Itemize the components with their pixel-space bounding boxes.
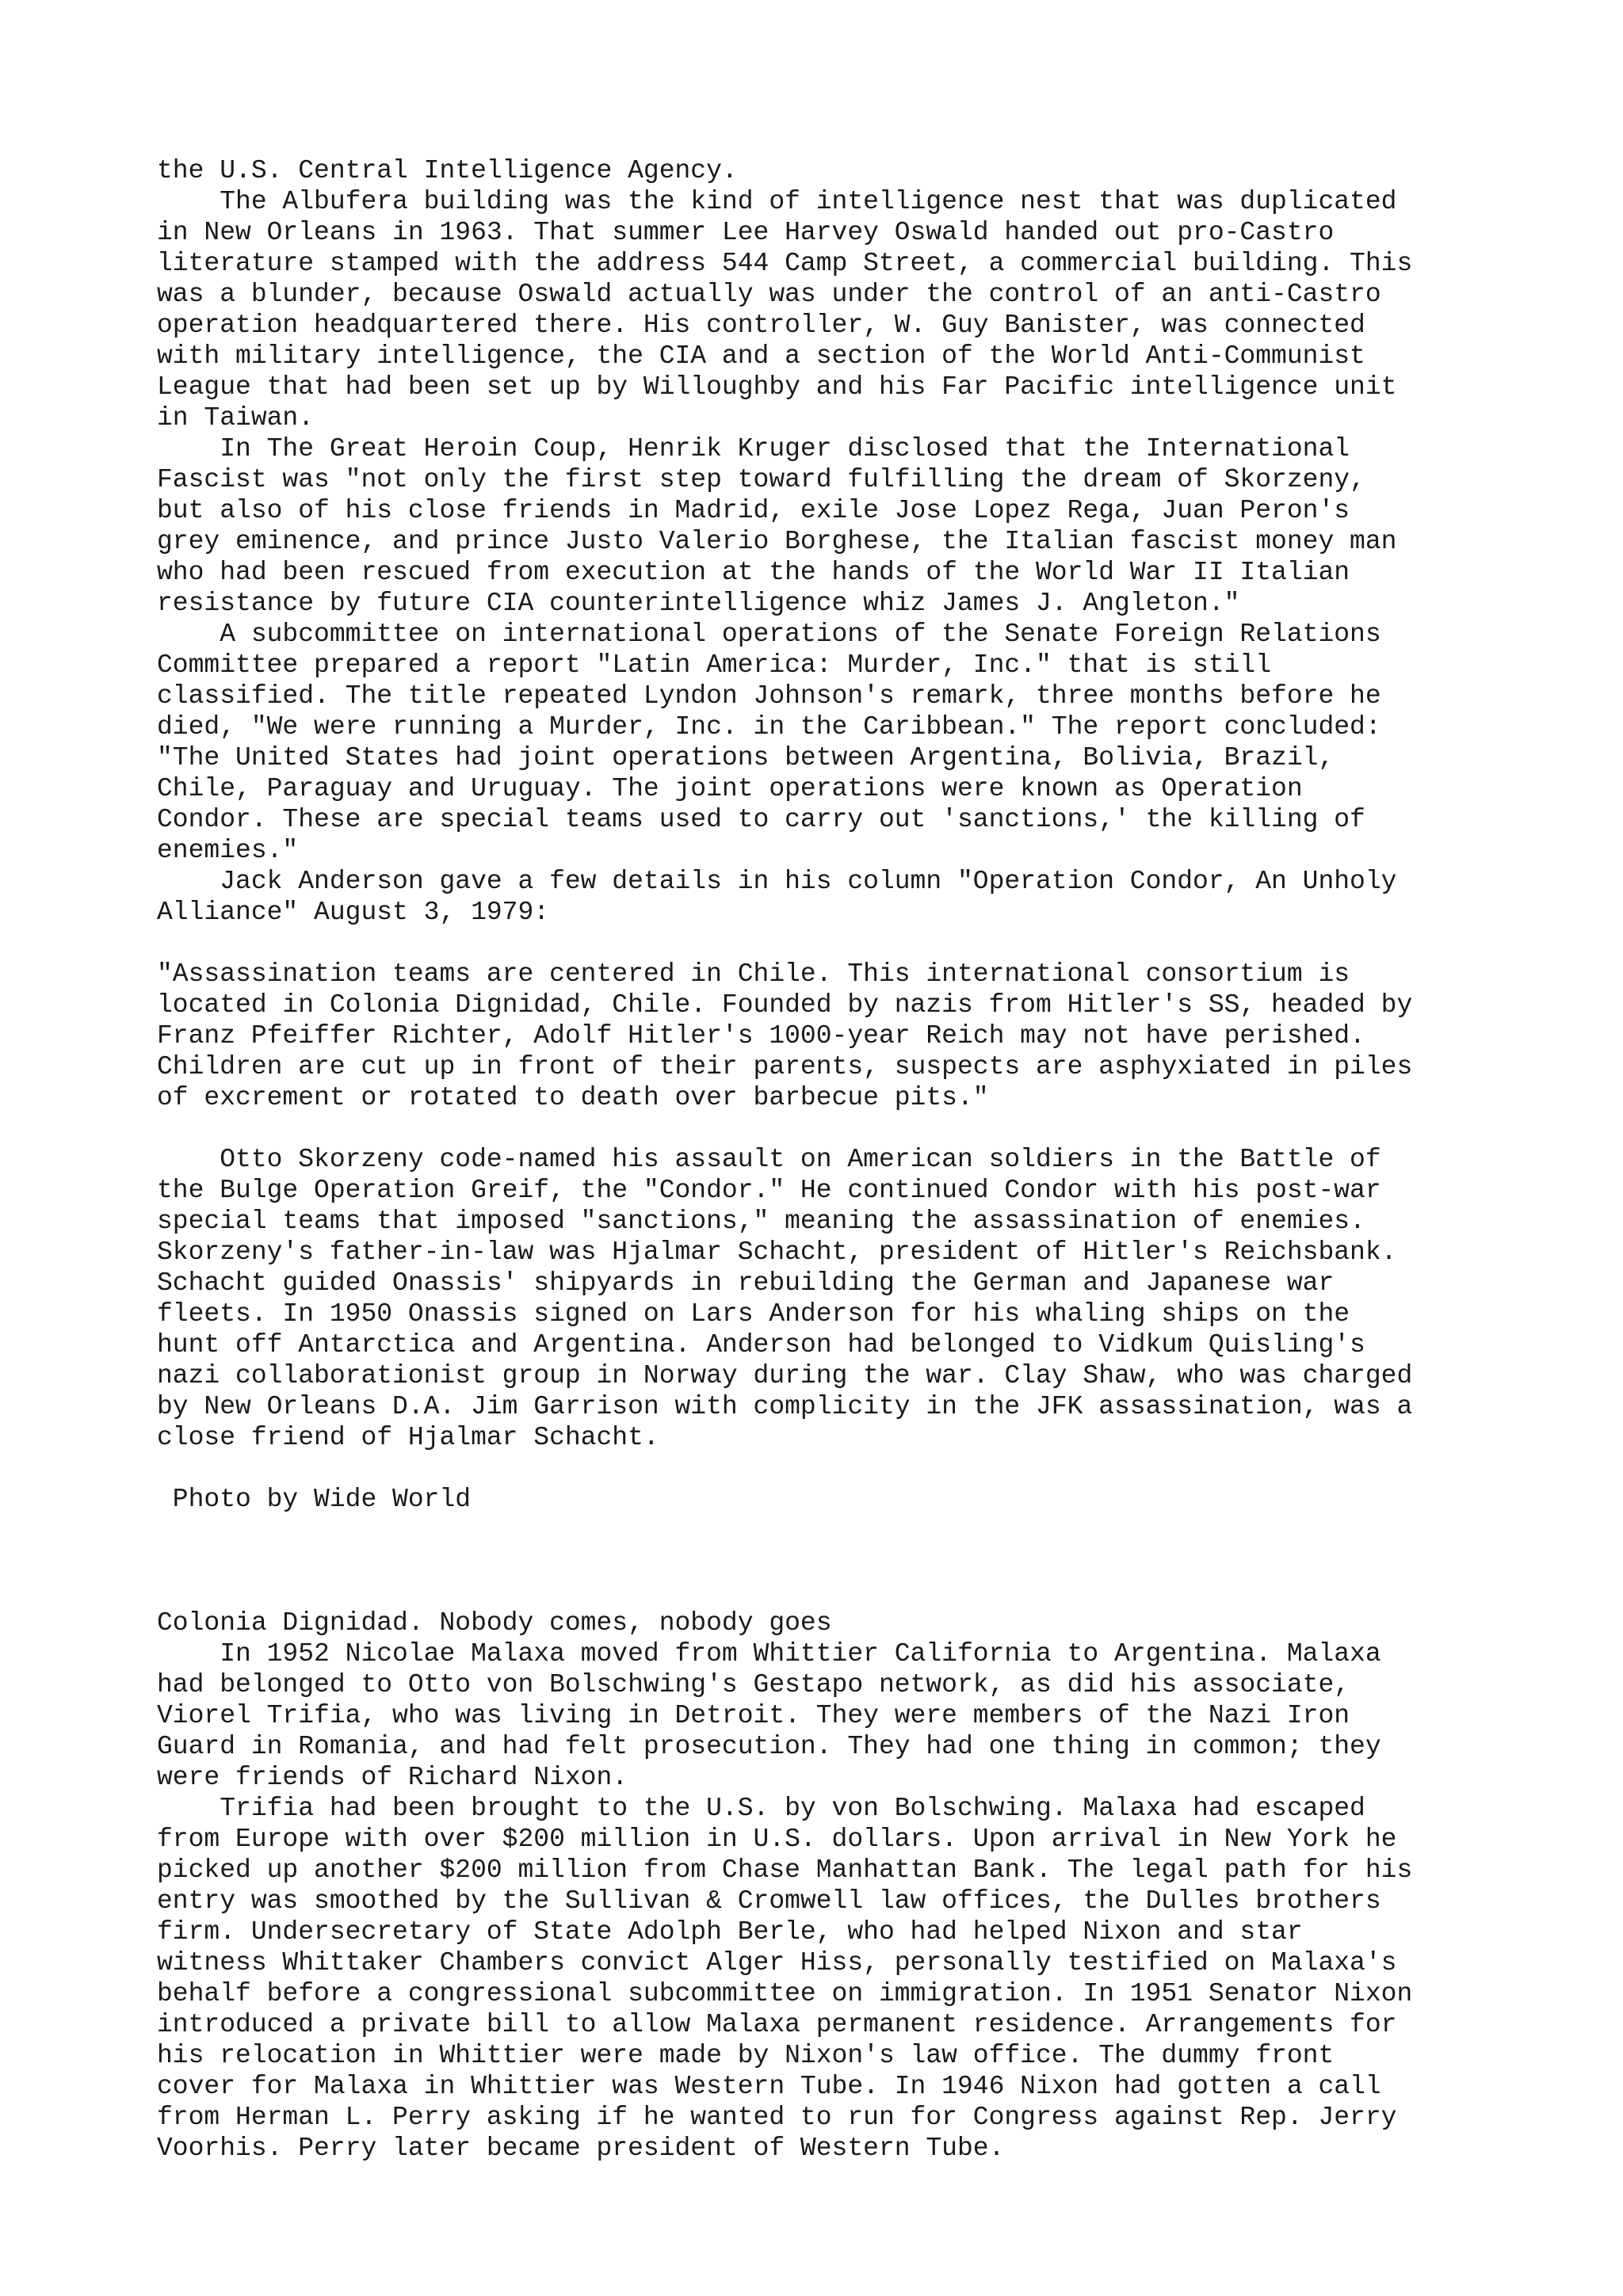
text-line: were friends of Richard Nixon. [157,1763,628,1792]
text-line: the Bulge Operation Greif, the "Condor." He continued Condor with his post-war [157,1176,1381,1205]
text-line: Franz Pfeiffer Richter, Adolf Hitler's 1000-year Reich may not have perished. [157,1021,1365,1051]
text-line: In The Great Heroin Coup, Henrik Kruger disclosed that the International [157,434,1350,463]
text-line: League that had been set up by Willoughby and his Far Pacific intelligence unit [157,372,1397,402]
text-line [157,928,1583,959]
text-line: operation headquartered there. His controller, W. Guy Banister, was connected [157,311,1365,340]
text-line [157,1577,1583,1608]
text-line: was a blunder, because Oswald actually was under the control of an anti-Castro [157,280,1381,309]
text-line: firm. Undersecretary of State Adolph Berle, who had helped Nixon and star [157,1917,1303,1947]
text-line [157,1453,1583,1484]
text-line: Colonia Dignidad. Nobody comes, nobody goes [157,1608,832,1638]
text-line: Photo by Wide World [157,1485,472,1514]
text-line [157,1515,1583,1546]
text-line: with military intelligence, the CIA and a section of the World Anti-Communist [157,341,1365,371]
text-line: In 1952 Nicolae Malaxa moved from Whittier California to Argentina. Malaxa [157,1639,1381,1669]
text-line: cover for Malaxa in Whittier was Western Tube. In 1946 Nixon had gotten a call [157,2072,1381,2101]
text-line: "The United States had joint operations between Argentina, Bolivia, Brazil, [157,743,1335,772]
text-line: Committee prepared a report "Latin America: Murder, Inc." that is still [157,650,1272,680]
text-line: Chile, Paraguay and Uruguay. The joint operations were known as Operation [157,774,1303,803]
text-line: Alliance" August 3, 1979: [157,898,550,927]
text-line: the U.S. Central Intelligence Agency. [157,156,738,185]
text-line: Guard in Romania, and had felt prosecution. They had one thing in common; they [157,1732,1381,1761]
text-line: grey eminence, and prince Justo Valerio Borghese, the Italian fascist money man [157,527,1397,556]
text-line: enemies." [157,836,299,865]
text-line: but also of his close friends in Madrid, exile Jose Lopez Rega, Juan Peron's [157,496,1350,525]
text-line: witness Whittaker Chambers convict Alger Hiss, personally testified on Malaxa's [157,1948,1397,1978]
text-line: Condor. These are special teams used to carry out 'sanctions,' the killing of [157,805,1365,834]
text-line: A subcommittee on international operations of the Senate Foreign Relations [157,620,1381,649]
text-line: Children are cut up in front of their parents, suspects are asphyxiated in piles [157,1052,1413,1081]
text-line: The Albufera building was the kind of intelligence nest that was duplicated [157,187,1397,216]
text-line: introduced a private bill to allow Malaxa permanent residence. Arrangements for [157,2010,1397,2039]
text-line: by New Orleans D.A. Jim Garrison with complicity in the JFK assassination, was a [157,1392,1413,1421]
text-line: fleets. In 1950 Onassis signed on Lars Anderson for his whaling ships on the [157,1299,1350,1329]
text-line: died, "We were running a Murder, Inc. in the Caribbean." The report concluded: [157,712,1381,742]
text-line: from Herman L. Perry asking if he wanted to run for Congress against Rep. Jerry [157,2103,1397,2132]
text-line: classified. The title repeated Lyndon Johnson's remark, three months before he [157,681,1381,711]
text-line [157,1113,1583,1144]
text-line: Trifia had been brought to the U.S. by von Bolschwing. Malaxa had escaped [157,1794,1365,1823]
text-line: picked up another $200 million from Chase Manhattan Bank. The legal path for his [157,1855,1413,1885]
text-line: Voorhis. Perry later became president of Western Tube. [157,2134,1005,2163]
text-line [157,1546,1583,1577]
text-line: in Taiwan. [157,403,315,433]
text-line: resistance by future CIA counterintelligence whiz James J. Angleton." [157,589,1240,618]
text-line: nazi collaborationist group in Norway during the war. Clay Shaw, who was charged [157,1361,1413,1390]
text-line: behalf before a congressional subcommittee on immigration. In 1951 Senator Nixon [157,1979,1413,2008]
text-line: Skorzeny's father-in-law was Hjalmar Schacht, president of Hitler's Reichsbank. [157,1238,1397,1267]
text-line: located in Colonia Dignidad, Chile. Founded by nazis from Hitler's SS, headed by [157,990,1413,1020]
text-line: of excrement or rotated to death over barbecue pits." [157,1083,989,1112]
text-line: from Europe with over $200 million in U.S. dollars. Upon arrival in New York he [157,1825,1397,1854]
text-line: hunt off Antarctica and Argentina. Anderson had belonged to Vidkum Quisling's [157,1330,1365,1360]
text-line: literature stamped with the address 544 Camp Street, a commercial building. This [157,249,1413,278]
text-line: close friend of Hjalmar Schacht. [157,1423,659,1452]
text-line: Fascist was "not only the first step toward fulfilling the dream of Skorzeny, [157,465,1365,494]
text-line: his relocation in Whittier were made by Nixon's law office. The dummy front [157,2041,1335,2070]
text-line: Jack Anderson gave a few details in his column "Operation Condor, An Unholy [157,867,1397,896]
text-line: Viorel Trifia, who was living in Detroit. They were members of the Nazi Iron [157,1701,1350,1730]
text-line: Otto Skorzeny code-named his assault on American soldiers in the Battle of [157,1145,1381,1174]
text-line: Schacht guided Onassis' shipyards in rebuilding the German and Japanese war [157,1268,1335,1298]
document-body [157,155,1583,2164]
text-line: "Assassination teams are centered in Chile. This international consortium is [157,959,1350,989]
text-line: special teams that imposed "sanctions," meaning the assassination of enemies. [157,1207,1365,1236]
text-line: entry was smoothed by the Sullivan & Cromwell law offices, the Dulles brothers [157,1886,1381,1916]
text-line: had belonged to Otto von Bolschwing's Gestapo network, as did his associate, [157,1670,1350,1699]
text-line: in New Orleans in 1963. That summer Lee Harvey Oswald handed out pro-Castro [157,218,1335,247]
text-line: who had been rescued from execution at the hands of the World War II Italian [157,558,1350,587]
